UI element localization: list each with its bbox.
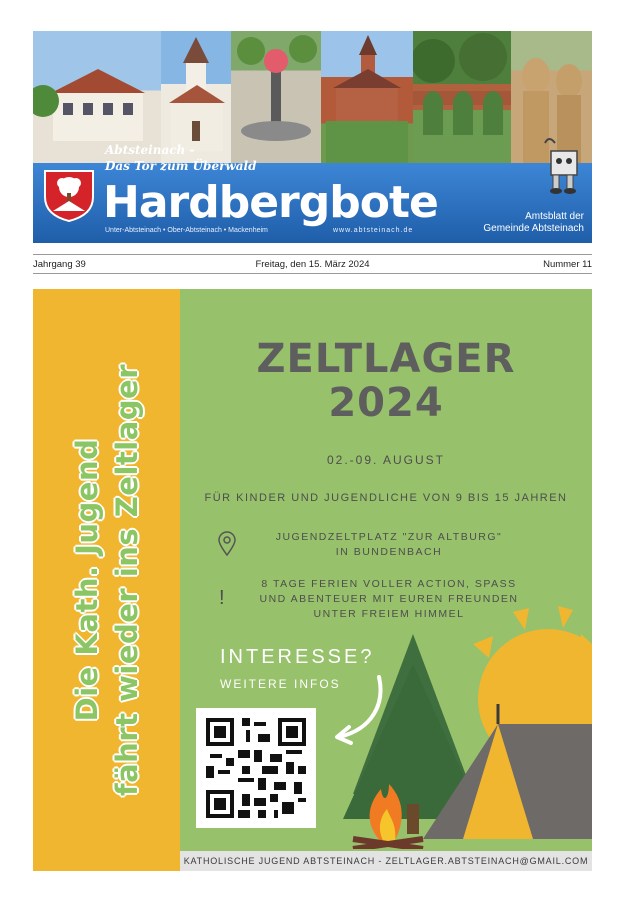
- coat-of-arms-icon: [39, 167, 99, 223]
- amtsblatt-line-1: Amtsblatt der: [525, 211, 584, 222]
- mascot-robot-icon: [539, 133, 587, 197]
- vertical-slogan-line-2: fährt wieder ins Zeltlager: [110, 364, 144, 796]
- location-line-2: IN BUNDENBACH: [335, 546, 443, 558]
- zeltlager-poster: [33, 289, 592, 871]
- slogan-line-2: Das Tor zum Überwald: [105, 159, 257, 173]
- volume-label: Jahrgang 39: [33, 259, 86, 270]
- more-info-label: WEITERE INFOS: [220, 677, 341, 691]
- exclamation-icon: !: [219, 587, 225, 609]
- description-line-1: 8 TAGE FERIEN VOLLER ACTION, SPASS: [261, 578, 517, 590]
- headline-line-2: 2024: [328, 380, 444, 426]
- camp-illustration: [323, 604, 592, 849]
- camp-location: [239, 530, 539, 560]
- poster-headline: [180, 337, 592, 425]
- masthead: [33, 31, 592, 243]
- website-link[interactable]: www.abtsteinach.de: [333, 227, 414, 234]
- vertical-slogan-line-1: Die Kath. Jugend: [70, 438, 104, 722]
- issue-number: Nummer 11: [543, 259, 592, 270]
- location-pin-icon: [217, 531, 237, 557]
- camp-dates: 02.-09. AUGUST: [326, 453, 446, 467]
- description-line-2: UND ABENTEUER MIT EUREN FREUNDEN: [259, 593, 519, 605]
- description-line-3: UNTER FREIEM HIMMEL: [313, 608, 465, 620]
- slogan-line-1: Abtsteinach -: [105, 143, 195, 157]
- photo-viaduct: [413, 31, 511, 163]
- location-line-1: JUGENDZELTPLATZ "ZUR ALTBURG": [275, 531, 503, 543]
- vertical-slogan: [67, 364, 147, 796]
- contact-footer: KATHOLISCHE JUGEND ABTSTEINACH - ZELTLAGER.ABTSTEINACH@GMAIL.COM: [180, 851, 592, 871]
- photo-fountain: [231, 31, 321, 163]
- districts-line: Unter-Abtsteinach • Ober-Abtsteinach • Mackenheim: [105, 227, 268, 234]
- qr-code-graphic: [206, 718, 306, 818]
- target-group: FÜR KINDER UND JUGENDLICHE VON 9 BIS 15 JAHREN: [204, 492, 568, 504]
- qr-code[interactable]: [196, 708, 316, 828]
- amtsblatt-line-2: Gemeinde Abtsteinach: [483, 223, 584, 234]
- amtsblatt-label: [483, 211, 584, 235]
- headline-line-1: ZELTLAGER: [256, 336, 516, 382]
- issue-info-bar: [33, 254, 592, 274]
- photo-chapel: [321, 31, 413, 163]
- interest-heading: INTERESSE?: [220, 646, 375, 668]
- newspaper-title: Hardbergbote: [103, 177, 438, 228]
- issue-date: Freitag, den 15. März 2024: [255, 259, 370, 270]
